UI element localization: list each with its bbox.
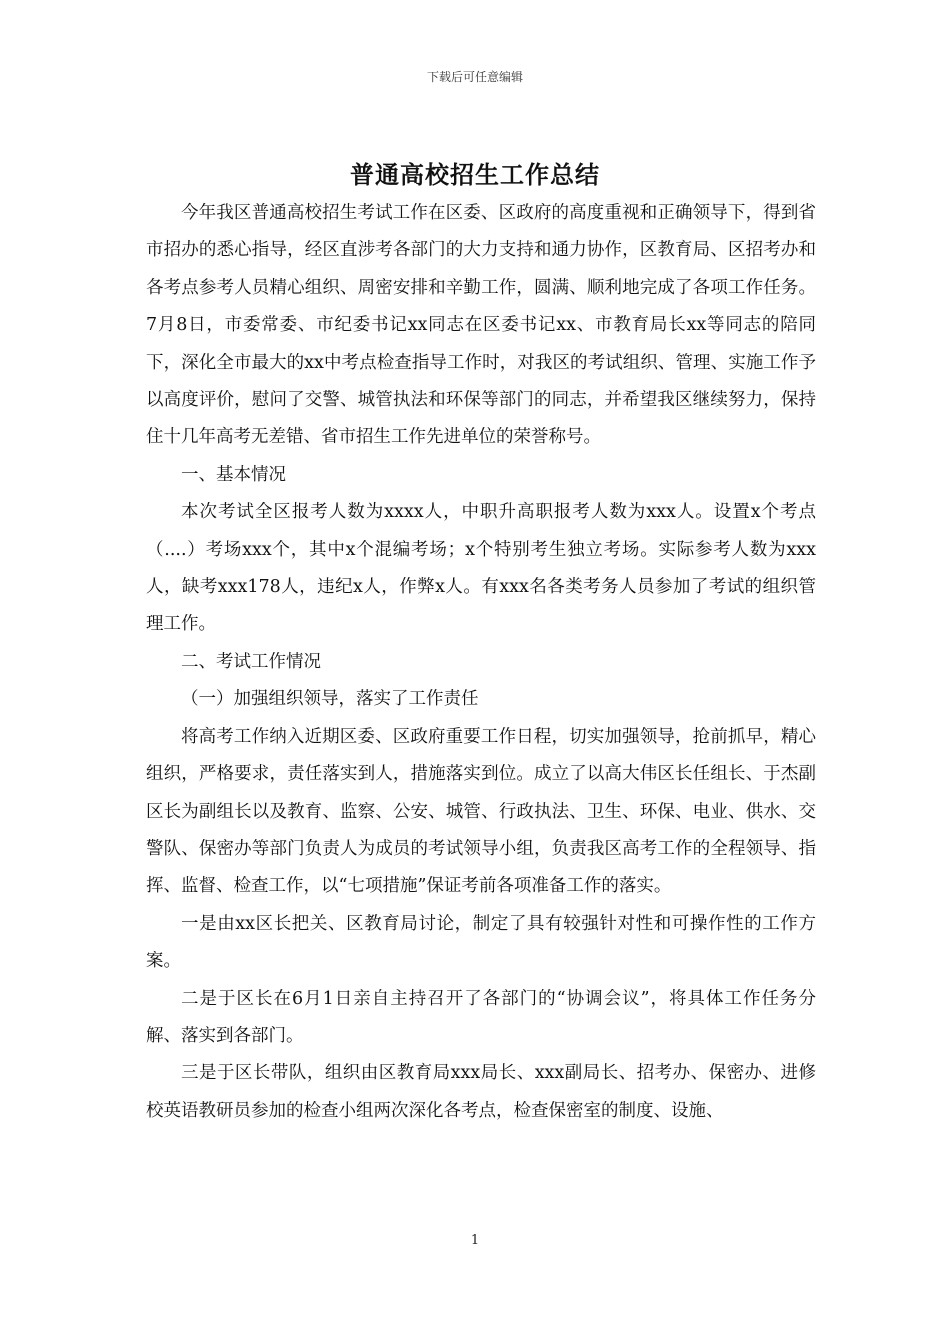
section-heading-exam-work: 二、考试工作情况	[181, 651, 321, 672]
section-heading-basic-situation: 一、基本情况	[181, 464, 286, 485]
paragraph-basic-situation: 本次考试全区报考人数为xxxx人，中职升高职报考人数为xxx人。设置x个考点（....）考场xxx个，其中x个混编考场；x个特别考生独立考场。实际参考人数为xxx人，缺考xxx178人，违纪x人，作弊x人。有xxx名各类考务人员参加了考试的组织管理工作。	[146, 502, 816, 635]
document-title: 普通高校招生工作总结	[350, 160, 600, 189]
document-body	[146, 195, 816, 1130]
paragraph-measure-one: 一是由xx区长把关、区教育局讨论，制定了具有较强针对性和可操作性的工作方案。	[146, 913, 816, 972]
paragraph-organization: 将高考工作纳入近期区委、区政府重要工作日程，切实加强领导，抢前抓早，精心组织，严格要求，责任落实到人，措施落实到位。成立了以高大伟区长任组长、于杰副区长为副组长以及教育、监察、公安、城管、行政执法、卫生、环保、电业、供水、交警队、保密办等部门负责人为成员的考试领导小组，负责我区高考工作的全程领导、指挥、监督、检查工作，以“七项措施”保证考前各项准备工作的落实。	[146, 726, 816, 897]
paragraph-measure-three: 三是于区长带队，组织由区教育局xxx局长、xxx副局长、招考办、保密办、进修校英语教研员参加的检查小组两次深化各考点，检查保密室的制度、设施、	[146, 1063, 816, 1121]
paragraph-intro: 今年我区普通高校招生考试工作在区委、区政府的高度重视和正确领导下，得到省市招办的悉心指导，经区直涉考各部门的大力支持和通力协作，区教育局、区招考办和各考点参考人员精心组织、周密安排和辛勤工作，圆满、顺利地完成了各项工作任务。7月8日，市委常委、市纪委书记xx同志在区委书记xx、市教育局长xx等同志的陪同下，深化全市最大的xx中考点检查指导工作时，对我区的考试组织、管理、实施工作予以高度评价，慰问了交警、城管执法和环保等部门的同志，并希望我区继续努力，保持住十几年高考无差错、省市招生工作先进单位的荣誉称号。	[146, 203, 816, 448]
paragraph-measure-two: 二是于区长在6月1日亲自主持召开了各部门的“协调会议”，将具体工作任务分解、落实到各部门。	[146, 988, 816, 1046]
subsection-heading-organization: （一）加强组织领导，落实了工作责任	[181, 689, 479, 710]
page-number: 1	[470, 1233, 480, 1248]
header-note: 下载后可任意编辑	[426, 70, 523, 84]
